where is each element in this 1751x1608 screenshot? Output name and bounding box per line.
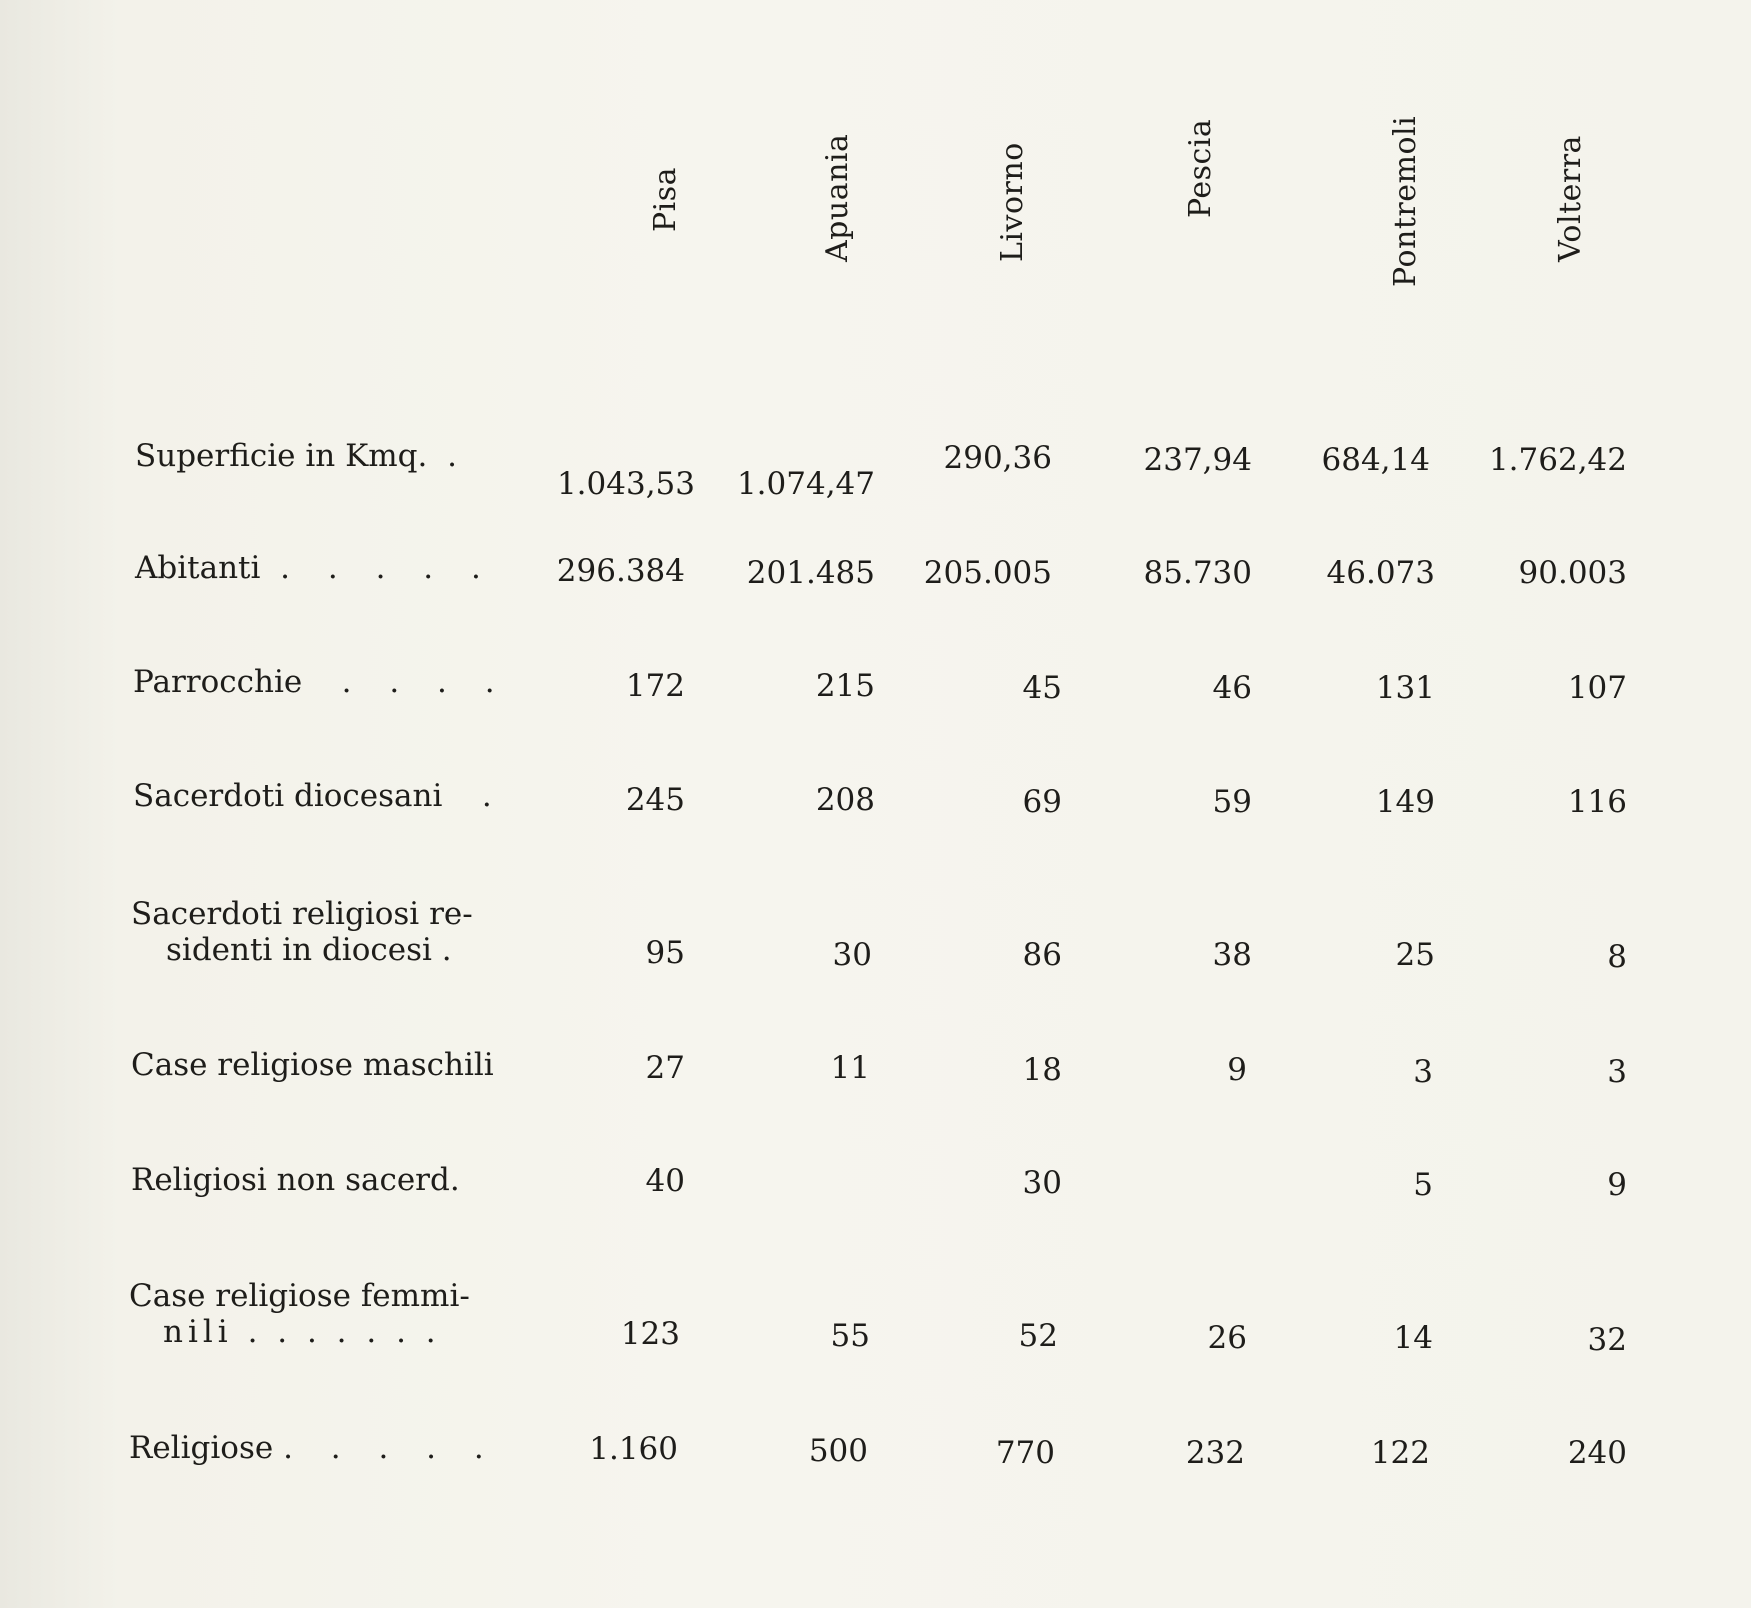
row-label-case-maschili: Case religiose maschili (131, 1047, 494, 1083)
cell: 1.043,53 (556, 466, 695, 502)
cell: 52 (1018, 1318, 1058, 1354)
row-label-sacerdoti-diocesani: Sacerdoti diocesani . (133, 778, 506, 814)
cell: 245 (625, 782, 685, 818)
col-header-pontremoli: Pontremoli (1388, 115, 1423, 287)
cell: 500 (808, 1433, 868, 1469)
cell: 86 (1022, 937, 1062, 973)
cell: 770 (995, 1435, 1055, 1471)
cell: 5 (1413, 1167, 1433, 1203)
cell: 8 (1607, 939, 1627, 975)
cell: 1.074,47 (736, 466, 875, 502)
col-header-livorno: Livorno (995, 142, 1030, 262)
cell: 9 (1227, 1052, 1247, 1088)
cell: 55 (830, 1318, 870, 1354)
cell: 25 (1395, 937, 1435, 973)
cell: 1.762,42 (1488, 442, 1627, 478)
row-label-parrocchie: Parrocchie . . . . (133, 664, 509, 700)
cell: 131 (1375, 670, 1435, 706)
row-label-case-femminili: Case religiose femmi- nili . . . . . . . (129, 1278, 470, 1350)
cell: 14 (1393, 1320, 1433, 1356)
cell: 30 (1022, 1165, 1062, 1201)
cell: 3 (1607, 1054, 1627, 1090)
cell: 40 (645, 1163, 685, 1199)
row-label-religiosi-non-sacerd: Religiosi non sacerd. (131, 1162, 460, 1198)
col-header-pisa: Pisa (648, 166, 683, 232)
cell: 240 (1567, 1435, 1627, 1471)
cell: 290,36 (943, 440, 1052, 476)
col-header-pescia: Pescia (1183, 118, 1218, 218)
row-label-abitanti: Abitanti . . . . . (135, 550, 495, 586)
row-label-sacerdoti-religiosi: Sacerdoti religiosi re- sidenti in diocesi . (131, 896, 473, 968)
row-label-superficie: Superficie in Kmq. . (135, 438, 471, 474)
cell: 18 (1022, 1052, 1062, 1088)
cell: 3 (1413, 1054, 1433, 1090)
col-header-volterra: Volterra (1553, 135, 1588, 262)
cell: 30 (832, 937, 872, 973)
cell: 215 (815, 668, 875, 704)
cell: 9 (1607, 1167, 1627, 1203)
cell: 107 (1567, 670, 1627, 706)
cell: 116 (1567, 784, 1627, 820)
cell: 46.073 (1326, 555, 1435, 591)
cell: 59 (1212, 784, 1252, 820)
row-label-religiose: Religiose . . . . . (129, 1430, 498, 1466)
cell: 201.485 (746, 555, 875, 591)
cell: 85.730 (1143, 555, 1252, 591)
cell: 172 (625, 668, 685, 704)
cell: 32 (1587, 1322, 1627, 1358)
cell: 208 (815, 782, 875, 818)
cell: 27 (645, 1050, 685, 1086)
cell: 11 (830, 1050, 870, 1086)
cell: 684,14 (1321, 442, 1430, 478)
cell: 90.003 (1518, 555, 1627, 591)
cell: 205.005 (923, 555, 1052, 591)
cell: 95 (645, 935, 685, 971)
cell: 38 (1212, 937, 1252, 973)
col-header-apuania: Apuania (820, 133, 855, 262)
cell: 232 (1185, 1435, 1245, 1471)
cell: 45 (1022, 670, 1062, 706)
cell: 122 (1370, 1435, 1430, 1471)
cell: 69 (1022, 784, 1062, 820)
cell: 149 (1375, 784, 1435, 820)
cell: 123 (620, 1316, 680, 1352)
cell: 1.160 (589, 1431, 678, 1467)
cell: 46 (1212, 670, 1252, 706)
cell: 237,94 (1143, 442, 1252, 478)
cell: 296.384 (556, 553, 685, 589)
cell: 26 (1207, 1320, 1247, 1356)
